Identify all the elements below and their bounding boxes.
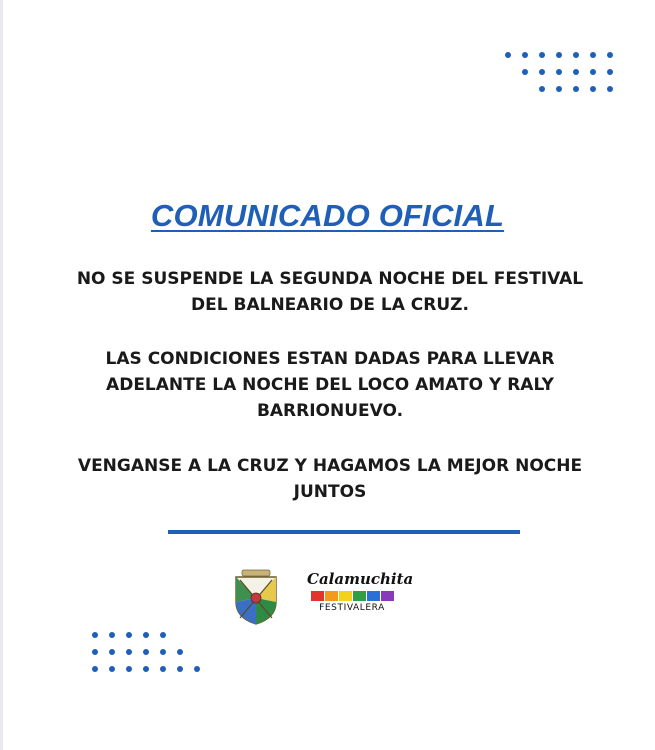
divider-line [168,530,520,534]
brand-color-strip [311,591,393,601]
announcement-paragraph-3: VENGANSE A LA CRUZ Y HAGAMOS LA MEJOR NOCHE JUNTOS [77,456,583,502]
announcement-paragraph-2: LAS CONDICIONES ESTAN DADAS PARA LLEVAR ADELANTE LA NOCHE DEL LOCO AMATO Y RALY BARRIONUEVO. [105,349,555,421]
municipal-crest-icon [230,568,282,626]
left-edge-border [0,0,3,750]
page-title: COMUNICADO OFICIAL [150,198,505,233]
brand-subtitle: FESTIVALERA [319,603,385,613]
brand-name: Calamuchita [307,570,414,588]
calamuchita-festivalera-logo [303,570,414,620]
announcement-paragraph-1: NO SE SUSPENDE LA SEGUNDA NOCHE DEL FESTIVAL DEL BALNEARIO DE LA CRUZ. [76,269,584,315]
